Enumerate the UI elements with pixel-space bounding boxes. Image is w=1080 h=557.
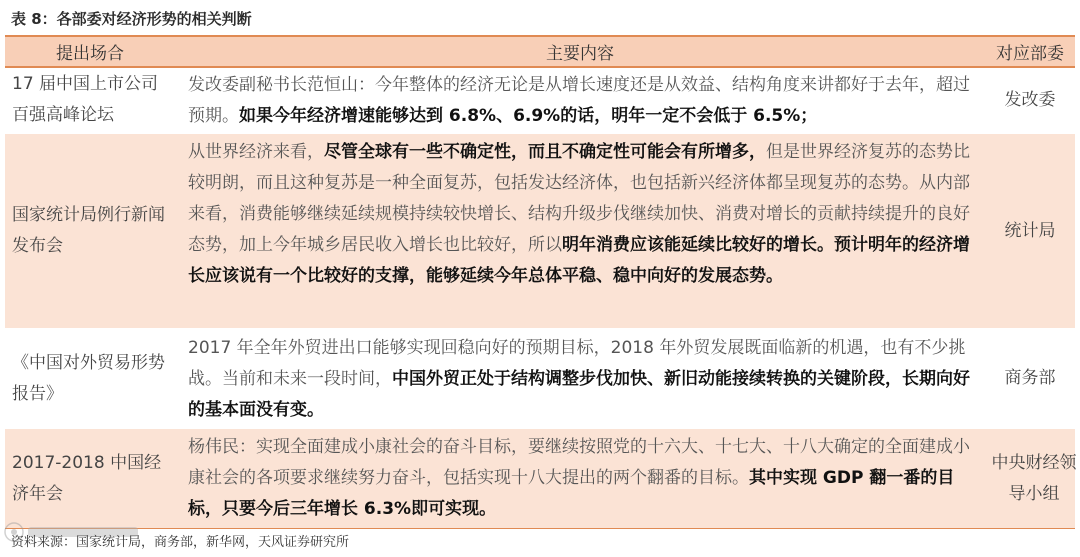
body-text: 从世界经济来看， <box>188 142 324 162</box>
table-row <box>5 429 1075 529</box>
body-text: 杨伟民：实现全面建成小康社会的奋斗目标，要继续按照党的十六大、十七大、十八大确定的全面建成小康社会的各项要求继续努力奋斗，包括实现十八大提出的两个翻番的目标。 <box>188 437 970 488</box>
column-header-ministry: 对应部委 <box>996 44 1064 64</box>
column-header-content: 主要内容 <box>546 44 614 64</box>
column-header-occasion: 提出场合 <box>56 44 124 64</box>
emphasis-text: 尽管全球有一些不确定性，而且不确定性可能会有所增多， <box>324 142 766 162</box>
ministry-cell: 商务部 <box>1004 368 1056 388</box>
emphasis-text: 如果今年经济增速能够达到 6.8%、6.9%的话，明年一定不会低于 6.5%； <box>239 106 818 126</box>
occasion-cell: 国家统计局例行新闻发布会 <box>12 205 165 256</box>
table-row <box>5 330 1075 429</box>
emphasis-text: 其中实现 GDP 翻一番的目标，只要今后三年增长 6.3%即可实现。 <box>188 468 955 519</box>
source-note: 资料来源：国家统计局，商务部，新华网，天风证券研究所 <box>11 535 350 550</box>
ministry-cell: 发改委 <box>1004 89 1056 110</box>
emphasis-text: 中国外贸正处于结构调整步伐加快、新旧动能接续转换的关键阶段，长期向好的基本面没有变。 <box>188 369 970 420</box>
ministry-cell: 统计局 <box>1004 220 1056 241</box>
occasion-cell: 《中国对外贸易形势报告》 <box>12 352 165 404</box>
body-text: 2017 年全年外贸进出口能够实现回稳向好的预期目标，2018 年外贸发展既面临新的机遇，也有不少挑战。当前和未来一段时间， <box>188 338 966 389</box>
content-cell <box>175 68 985 132</box>
occasion-cell: 17 届中国上市公司百强高峰论坛 <box>12 74 159 125</box>
table-caption: 表 8：各部委对经济形势的相关判断 <box>11 10 252 28</box>
table-row <box>5 68 1075 134</box>
body-text: 但是世界经济复苏的态势比较明朗，而且这种复苏是一种全面复苏，包括发达经济体，也包括新兴经济体都呈现复苏的态势。从内部来看，消费能够继续延续规模持续较快增长、结构升级步伐继续加快、消费对增长的贡献持续提升的良好态势，加上今年城乡居民收入增长也比较好，所以 <box>188 142 970 255</box>
ministry-cell: 中央财经领导小组 <box>991 452 1077 504</box>
table-row <box>5 134 1075 330</box>
content-cell <box>175 330 985 427</box>
emphasis-text: 明年消费应该能延续比较好的增长。预计明年的经济增长应该说有一个比较好的支撑，能够延续今年总体平稳、稳中向好的发展态势。 <box>188 235 970 286</box>
content-cell <box>175 429 985 528</box>
judgment-table <box>5 35 1075 529</box>
occasion-cell: 2017-2018 中国经济年会 <box>12 452 162 504</box>
body-text: 发改委副秘书长范恒山：今年整体的经济无论是从增长速度还是从效益、结构角度来讲都好于去年，超过预期。 <box>188 75 970 126</box>
table-header <box>5 35 1075 68</box>
content-cell <box>175 134 985 328</box>
